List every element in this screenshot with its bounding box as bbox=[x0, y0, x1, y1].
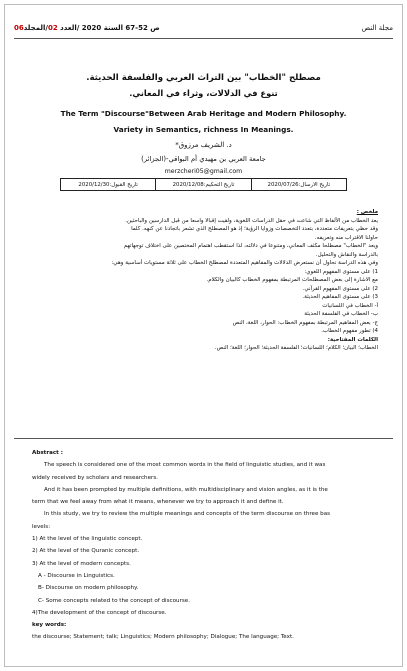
abstract-arabic-line: وفي هذه الدراسة نحاول أن نستعرض الدلالات والمفاهيم المتعددة لمصطلح الخطاب على ثلاثة مستويات أساسية وهي: bbox=[111, 260, 378, 266]
abstract-english-line: B- Discourse on modern philosophy. bbox=[38, 585, 139, 592]
author-email: merzcheri05@gmail.com bbox=[164, 168, 243, 175]
abstract-english-line: 3) At the level of modern concepts. bbox=[32, 560, 131, 567]
abstract-arabic-line: ج- بعض المفاهيم المرتبطة بمفهوم الخطاب: الحوار، اللغة، النص bbox=[232, 319, 378, 326]
header-issue-label: العدد bbox=[60, 24, 77, 32]
subtitle-english: Variety in Semantics, richness In Meanings. bbox=[113, 125, 294, 134]
abstract-arabic-line: 2) على مستوى المفهوم القرآني. bbox=[302, 285, 378, 292]
header-issue-number: 02 bbox=[47, 24, 58, 32]
abstract-english-line: And it has been prompted by multiple definitions, with multidisciplinary and vision angles, as it is the bbox=[44, 486, 328, 493]
journal-header bbox=[14, 20, 393, 36]
abstract-arabic-line: أ- الخطاب في اللسانيات bbox=[322, 302, 378, 309]
abstract-english-line: term that we feel away from what it means, whenever we try to approach it and define it. bbox=[32, 499, 284, 506]
abstract-arabic-line: وقد حظي بتعريفات متعددة، بتعدد التخصصات وزوايا الرؤية؛ إذ هو المصطلح الذي تشعر باتجادنا عن كنهه. كلما bbox=[131, 226, 378, 232]
subtitle-arabic: تنوع في الدلالات، وثراء في المعاني. bbox=[129, 88, 278, 98]
header-issue-info: ص 52-67 السنة 2020 /العدد 02/المجلد06 bbox=[14, 24, 160, 32]
keywords-english: the discourse; Statement; talk; Linguistics; Modern philosophy; Dialogue; The language; Text. bbox=[32, 634, 294, 641]
section-divider bbox=[14, 438, 393, 439]
keywords-arabic: الخطاب؛ البيان؛ الكلام؛ اللسانيات؛ الفلسفة الحديثة؛ الحوار؛ اللغة؛ النص. bbox=[214, 345, 378, 351]
abstract-english-line: levels: bbox=[32, 523, 51, 530]
title-english: The Term "Discourse"Between Arab Heritage and Modern Philosophy. bbox=[60, 109, 347, 118]
abstract-english bbox=[32, 447, 375, 644]
abstract-english-line: The speech is considered one of the most common words in the field of linguistic studies, and it was bbox=[44, 462, 326, 469]
abstract-english-heading: Abstract : bbox=[32, 450, 64, 456]
submission-dates-table bbox=[60, 178, 347, 191]
abstract-arabic-line: 3) على مستوى المفاهيم الحديثة. bbox=[302, 294, 378, 300]
header-pages: ص 52-67 bbox=[125, 24, 160, 32]
abstract-arabic-line: يعد الخطاب من الألفاظ التي شاعت في حقل الدراسات اللغوية، ولقيت إقبالا واسعا من قبل الدارسين والباحثين. bbox=[125, 217, 378, 224]
author-name: د. الشريف مرزوق* bbox=[175, 141, 232, 149]
abstract-arabic-line: 1) على مستوى المفهوم اللغوي: bbox=[304, 268, 378, 275]
abstract-english-line: 1) At the level of the linguistic concept. bbox=[32, 536, 143, 543]
abstract-arabic-line: ويعد "الخطاب" مصطلحا مكثف المعاني، ومتنوعا في دلالته، لذا استقطب اهتمام المختصين على اختلاف توجهاتهم bbox=[123, 243, 378, 249]
date-revised: تاريخ التحكيم:2020/12/08 bbox=[156, 179, 251, 191]
header-year: السنة 2020 / bbox=[76, 24, 123, 32]
abstract-english-line: C- Some concepts related to the concept of discourse. bbox=[38, 597, 191, 604]
abstract-arabic-line: 4) تطور مفهوم الخطاب. bbox=[321, 328, 378, 334]
abstract-arabic-line: حاولنا الاقتراب منه وتعريفه. bbox=[314, 234, 378, 241]
abstract-english-line: widely received by scholars and researchers. bbox=[32, 474, 159, 481]
header-volume-number: 06 bbox=[14, 24, 24, 32]
abstract-english-line: 2) At the level of the Quranic concept. bbox=[32, 548, 140, 555]
keywords-english-heading: key words: bbox=[32, 622, 67, 629]
author-affiliation: جامعة العربي بن مهيدي أم البواقي-(الجزائر) bbox=[141, 155, 266, 163]
abstract-arabic-heading: ملخص : bbox=[356, 209, 378, 215]
abstract-arabic-line: مع الاشارة إلى بعض المصطلحات المرتبطة بمفهوم الخطاب كالبيان والكلام. bbox=[206, 277, 378, 283]
header-volume-label: المجلد bbox=[23, 24, 46, 32]
header-rule bbox=[14, 38, 393, 39]
abstract-arabic bbox=[28, 208, 378, 353]
abstract-english-line: 4)The development of the concept of discourse. bbox=[32, 609, 167, 616]
title-arabic: مصطلح "الخطاب" بين التراث العربي والفلسفة الحديثة. bbox=[86, 73, 321, 83]
keywords-arabic-heading: الكلمات المفتاحية: bbox=[327, 336, 378, 343]
header-journal-name: مجلة النص bbox=[361, 24, 393, 32]
date-accepted: تاريخ القبول:2020/12/30 bbox=[61, 179, 156, 191]
abstract-arabic-line: بالدراسة والنقاش والتحليل. bbox=[315, 251, 378, 258]
date-received: تاريخ الارسال:2020/07/26 bbox=[251, 179, 346, 191]
abstract-english-line: In this study, we try to review the multiple meanings and concepts of the term discourse on three bas bbox=[44, 511, 331, 518]
abstract-english-line: A - Discourse in Linguistics. bbox=[38, 572, 115, 579]
abstract-arabic-line: ب- الخطاب في الفلسفة الحديثة bbox=[304, 311, 378, 317]
